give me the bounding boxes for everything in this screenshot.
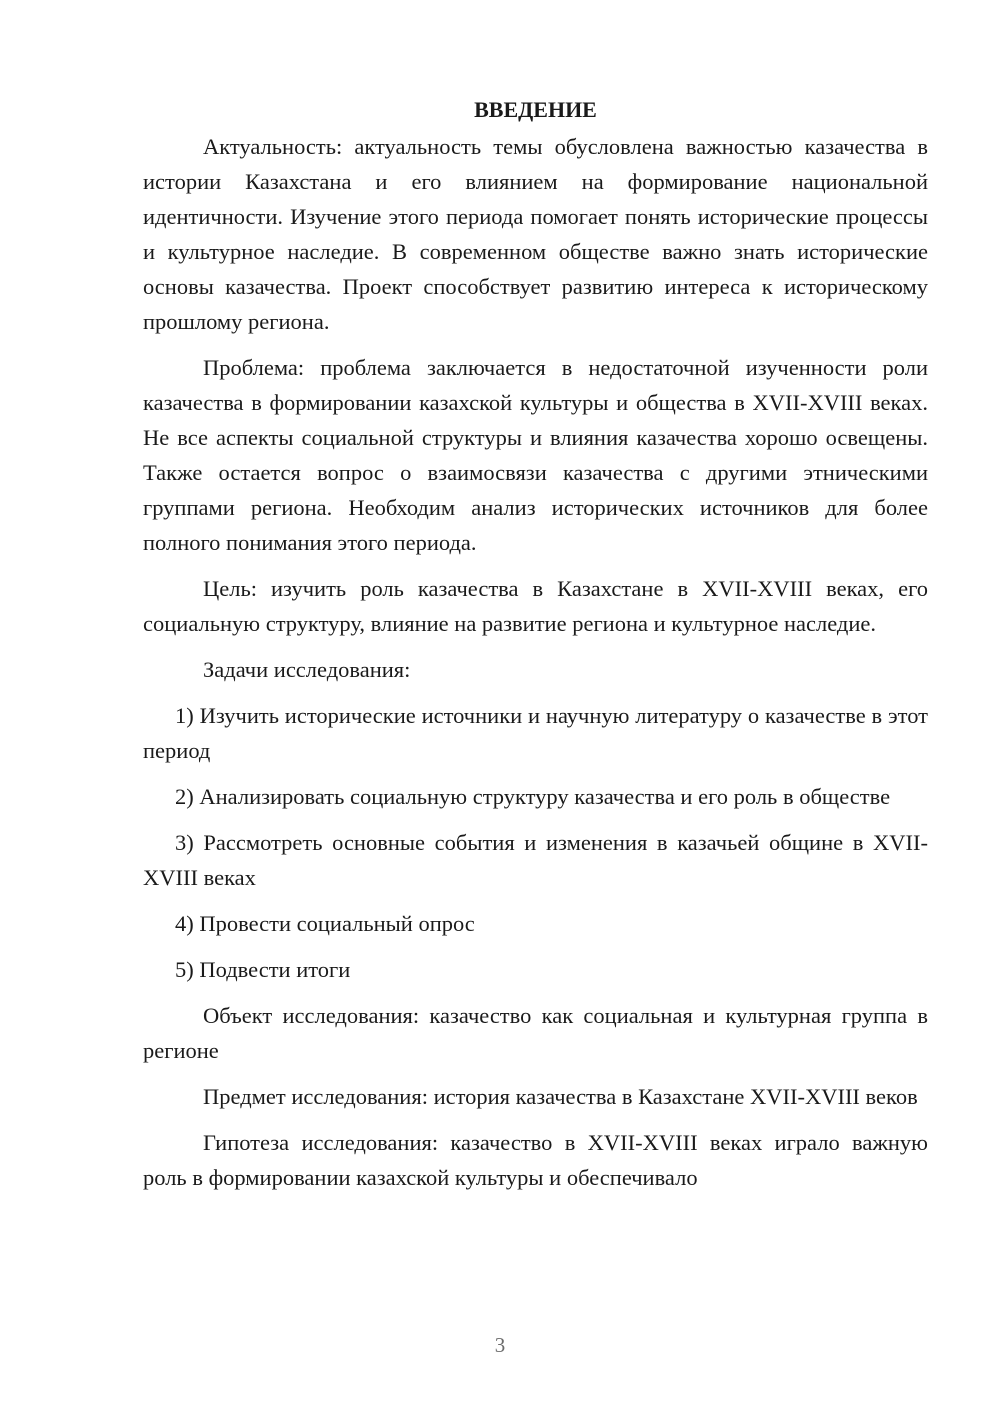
paragraph-problem: Проблема: проблема заключается в недостаточной изученности роли казачества в формировании казахской культуры и общества в XVII-XVIII веках. Не все аспекты социальной структуры и влияния казачества хорошо освещены. Также остается вопрос о взаимосвязи казачества с другими этническими группами региона. Необходим анализ исторических источников для более полного понимания этого периода.	[143, 355, 928, 555]
task-item: 3) Рассмотреть основные события и изменения в казачьей общине в XVII-XVIII веках	[143, 830, 928, 890]
paragraph-subject: Предмет исследования: история казачества в Казахстане XVII-XVIII веков	[203, 1084, 918, 1109]
paragraph-goal: Цель: изучить роль казачества в Казахстане в XVII-XVIII веках, его социальную структуру, влияние на развитие региона и культурное наследие.	[143, 576, 928, 636]
page-number: 3	[494, 1333, 506, 1357]
paragraph-hypothesis: Гипотеза исследования: казачество в XVII-XVIII веках играло важную роль в формировании казахской культуры и обеспечивало	[143, 1130, 928, 1190]
task-item: 1) Изучить исторические источники и научную литературу о казачестве в этот период	[143, 703, 928, 763]
task-item: 5) Подвести итоги	[175, 957, 351, 982]
paragraph-tasks-heading: Задачи исследования:	[203, 657, 411, 682]
task-item: 4) Провести социальный опрос	[175, 911, 475, 936]
paragraph-object: Объект исследования: казачество как социальная и культурная группа в регионе	[143, 1003, 928, 1063]
task-item: 2) Анализировать социальную структуру казачества и его роль в обществе	[175, 784, 891, 809]
section-title: ВВЕДЕНИЕ	[474, 97, 597, 122]
document-page	[143, 92, 928, 1206]
paragraph-relevance: Актуальность: актуальность темы обусловлена важностью казачества в истории Казахстана и его влиянием на формирование национальной идентичности. Изучение этого периода помогает понять исторические процессы и культурное наследие. В современном обществе важно знать исторические основы казачества. Проект способствует развитию интереса к историческому прошлому региона.	[143, 134, 928, 334]
